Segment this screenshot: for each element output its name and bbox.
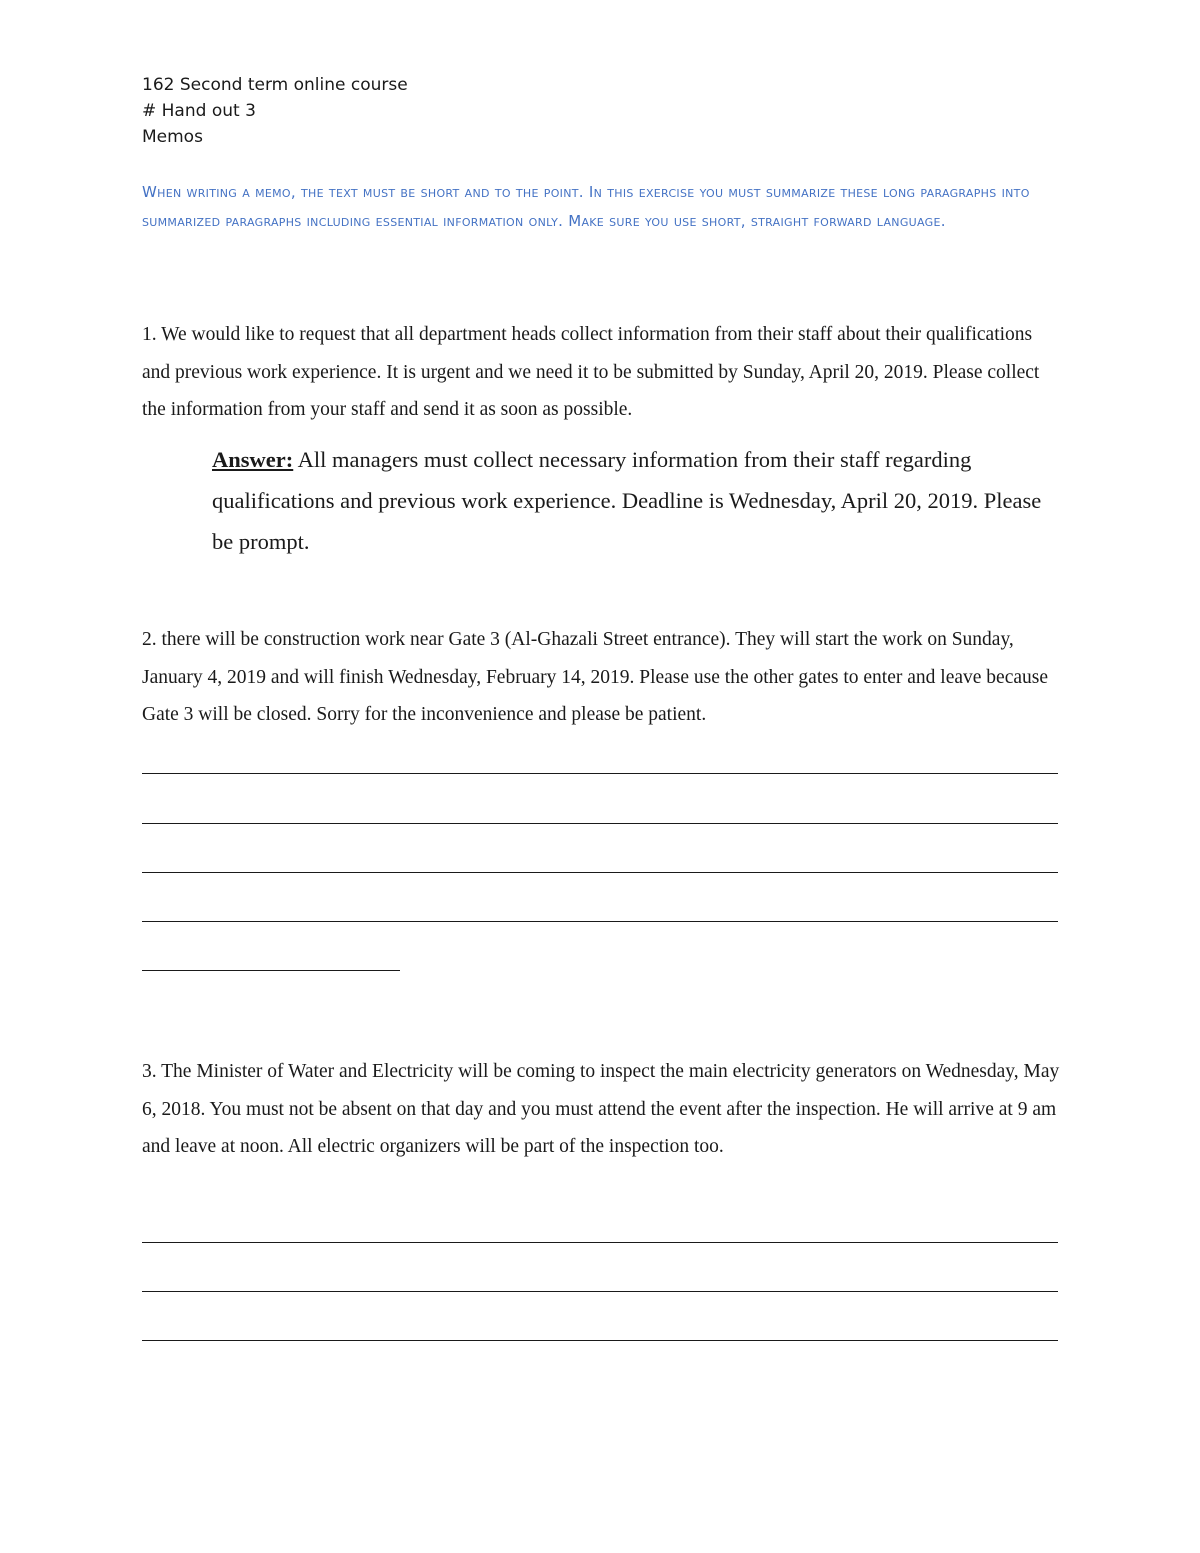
document-header [142, 72, 408, 150]
answer-line[interactable] [142, 921, 1058, 922]
exercise-instruction: When writing a memo, the text must be short and to the point. In this exercise you must summarize these long paragraphs into summarized paragraphs including essential information only. Make sure you use short, straight forward language. [142, 183, 1030, 230]
answer-line[interactable] [142, 970, 400, 971]
answer-line[interactable] [142, 1242, 1058, 1243]
answer-line[interactable] [142, 823, 1058, 824]
question-3: 3. The Minister of Water and Electricity will be coming to inspect the main electricity generators on Wednesday, May 6, 2018. You must not be absent on that day and you must attend the event after the inspection. He will arrive at 9 am and leave at noon. All electric organizers will be part of the inspection too. [142, 1061, 1060, 1157]
answer-line[interactable] [142, 773, 1058, 774]
handout-number: # Hand out 3 [142, 101, 256, 121]
topic-title: Memos [142, 127, 203, 147]
course-title: 162 Second term online course [142, 75, 408, 95]
answer-line[interactable] [142, 872, 1058, 873]
question-2: 2. there will be construction work near Gate 3 (Al-Ghazali Street entrance). They will start the work on Sunday, January 4, 2019 and will finish Wednesday, February 14, 2019. Please use the other gates to enter and leave because Gate 3 will be closed. Sorry for the inconvenience and please be patient. [142, 629, 1048, 725]
answer-label: Answer: [212, 447, 294, 472]
answer-text: All managers must collect necessary information from their staff regarding qualifications and previous work experience. Deadline is Wednesday, April 20, 2019. Please be prompt. [212, 447, 1042, 554]
answer-line[interactable] [142, 1291, 1058, 1292]
answer-line[interactable] [142, 1340, 1058, 1341]
answer-block [176, 439, 1056, 562]
question-1: 1. We would like to request that all department heads collect information from their staff about their qualifications and previous work experience. It is urgent and we need it to be submitted by Sunday, April 20, 2019. Please collect the information from your staff and send it as soon as possible. [142, 324, 1040, 420]
